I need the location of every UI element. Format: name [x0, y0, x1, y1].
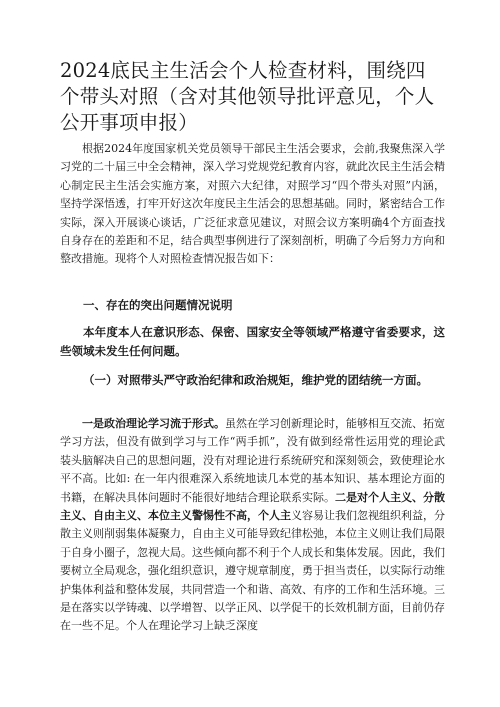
- document-title: 2024底民主生活会个人检查材料，围绕四个带头对照（含对其他领导批评意见，个人公开事项申报）: [60, 59, 435, 134]
- section-heading-1: 一、存在的突出问题情况说明: [83, 298, 233, 312]
- point1-text: 虽然在学习创新理论时，能够相互交流、拓宽学习方法，但没有做到学习与工作“两手抓”，没有做到经常性运用党的理论武装头脑解决自己的思想问题，没有对理论进行系统研究和深刻领会，致使理论水平不高。比如: 在一年内很难深入系统地读几本党的基本知识、基本理论方面的书籍，在解决具体问题时不能很好地结合理论联系实际。: [60, 417, 445, 504]
- section-heading-2: （一）对照带头严守政治纪律和政治规矩，维护党的团结统一方面。: [83, 373, 428, 387]
- point2-lead: 二是对个人主义、分散主义、自由主义、本位主义警惕性不高，个人主: [60, 490, 445, 523]
- point1-lead: 一是政治理论学习流于形式。: [82, 417, 225, 430]
- point2-text: 义容易让我们忽视组织利益，分散主义则削弱集体凝聚力，自由主义可能导致纪律松弛，本位主义则让我们局限于自身小圈子，忽视大局。这些倾向都不利于个人成长和集体发展。因此，我们要树立全局观念，强化组织意识，遵守规章制度，勇于担当责任，以实际行动维护集体利益和整体发展，共同营造一个和谐、高效、有序的工作和生活环境。三是在落实以学铸魂、以学增智、以学正风、以学促干的长效机制方面，目前仍存在一些不足。个人在理论学习上缺乏深度: [60, 509, 445, 633]
- body-paragraph: [60, 415, 445, 636]
- intro-paragraph: 根据2024年度国家机关党员领导干部民主生活会要求，会前,我聚焦深入学习党的二十届三中全会精神，深入学习党规党纪教育内容，就此次民主生活会精心制定民主生活会实施方案，对照六大纪律，对照学习“四个带头对照”内涵，坚持学深悟透，打牢开好这次年度民主生活会的思想基础。同时，紧密结合工作实际，深入开展谈心谈话，广泛征求意见建议，对照会议方案明确4个方面查找自身存在的差距和不足，结合典型事例进行了深刻剖析，明确了今后努力方向和整改措施。现将个人对照检查情况报告如下：: [60, 142, 445, 266]
- bold-statement: 本年度本人在意识形态、保密、国家安全等领域严格遵守省委要求，这些领域未发生任何问题。: [60, 325, 445, 358]
